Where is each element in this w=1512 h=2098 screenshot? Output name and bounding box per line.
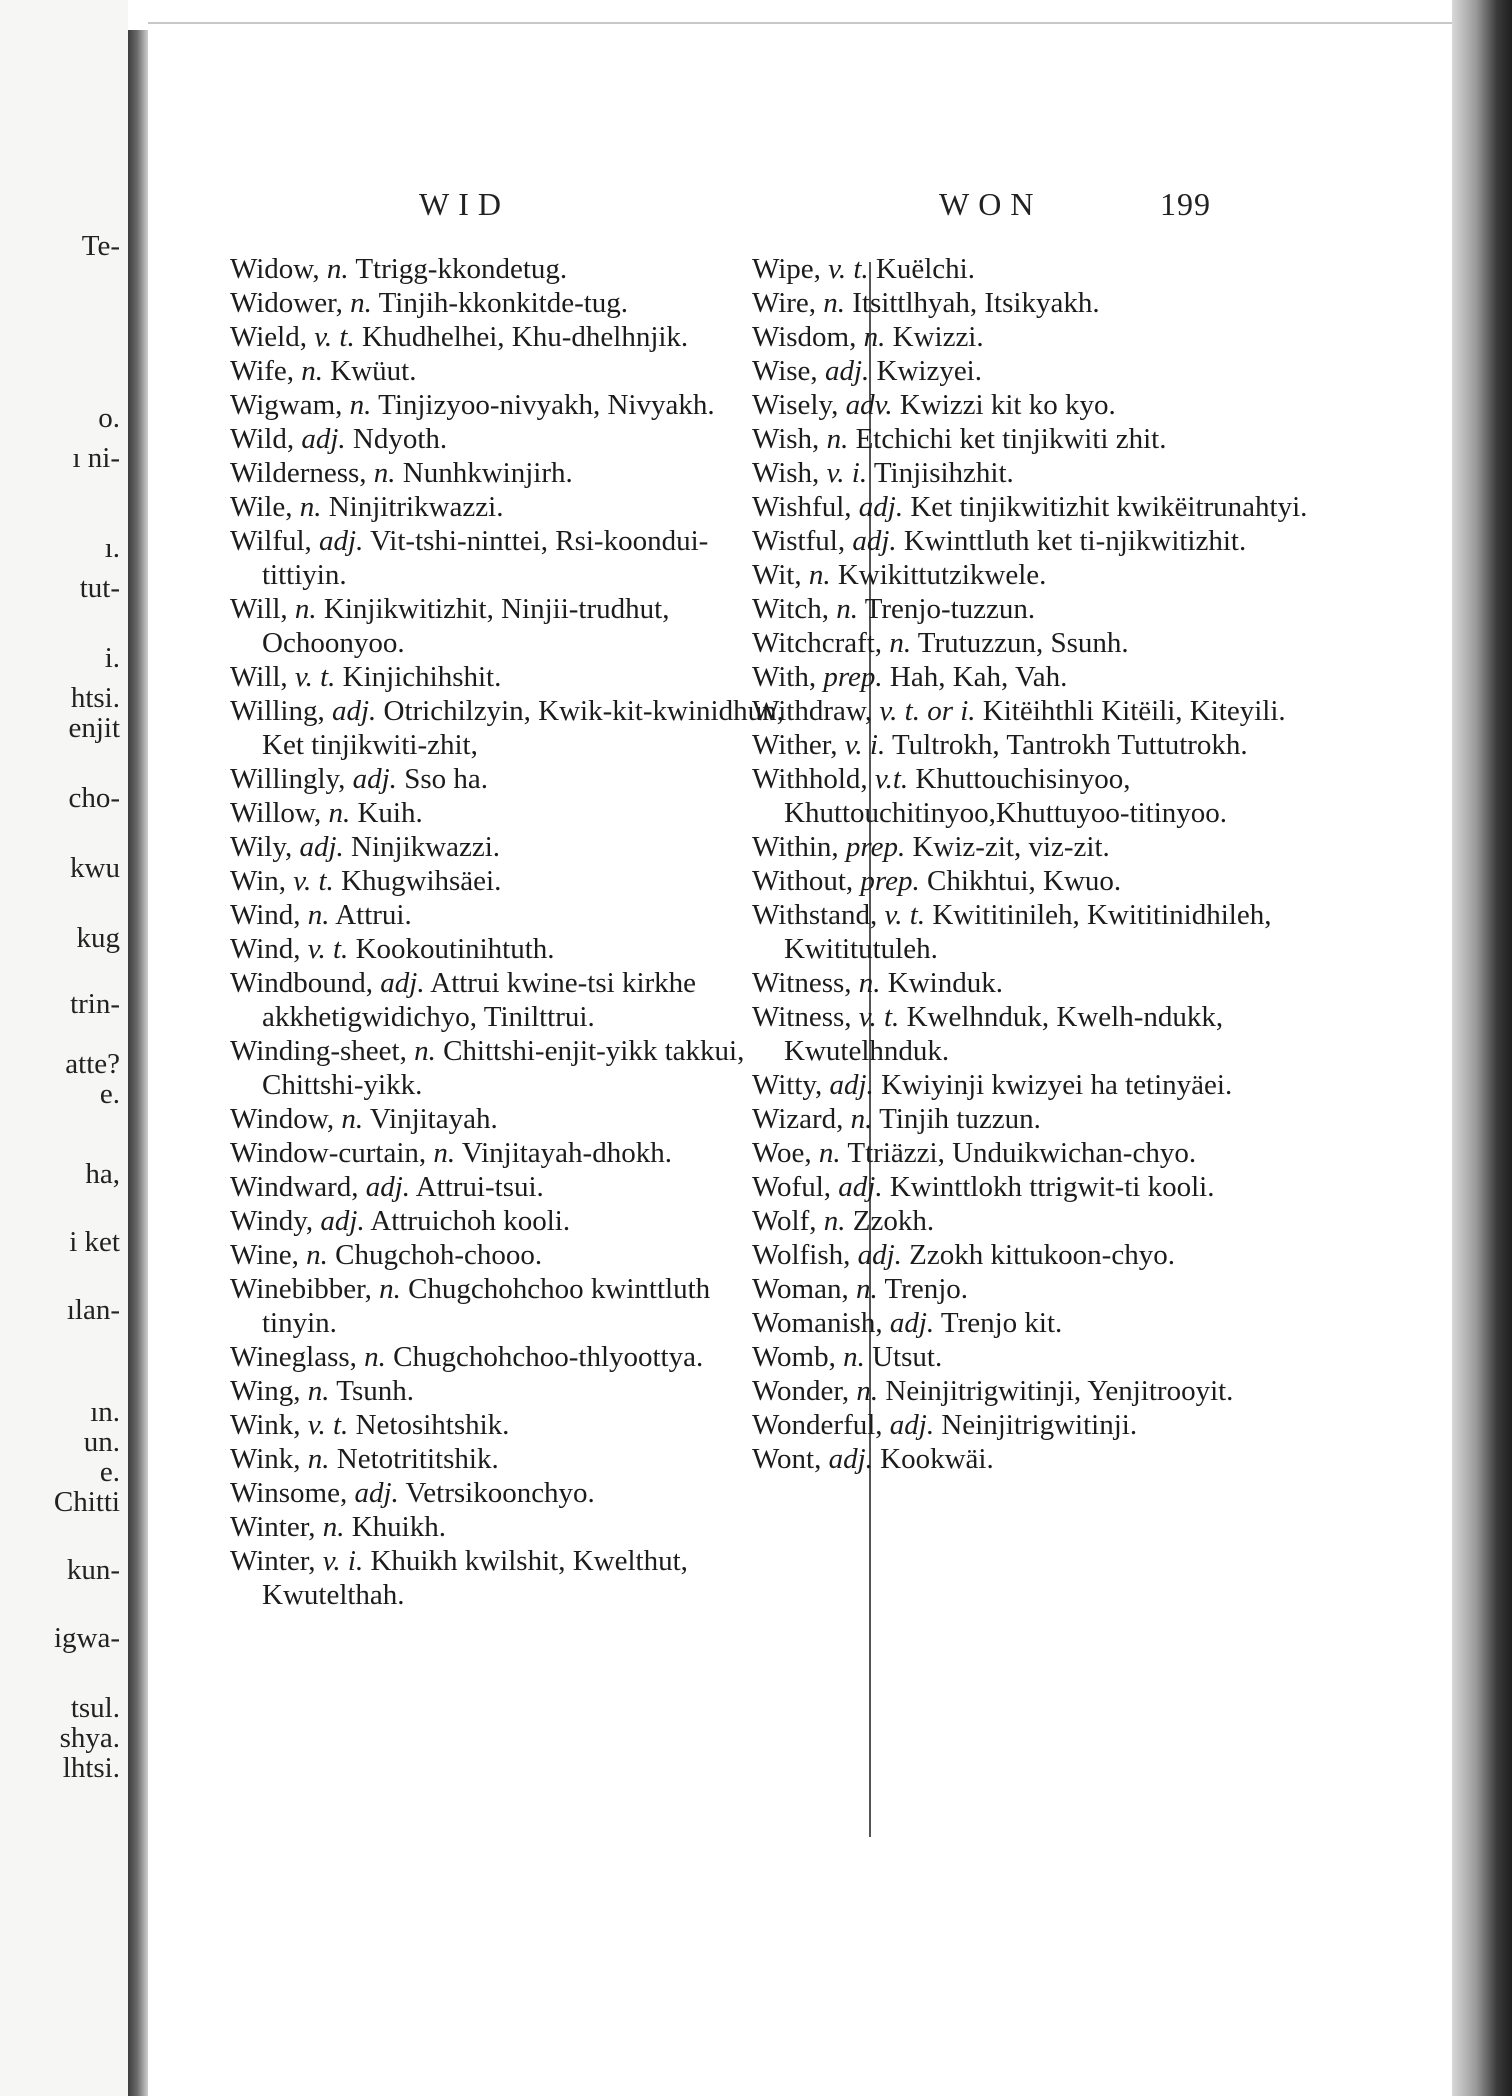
dictionary-entry xyxy=(752,728,1362,762)
previous-page-text-fragment: i ket xyxy=(69,1226,120,1258)
dictionary-entry xyxy=(752,1408,1362,1442)
entry-definition: Tinjih tuzzun. xyxy=(879,1103,1041,1135)
entry-definition: Kwinttlokh ttrigwit-ti kooli. xyxy=(889,1171,1215,1203)
entry-definition: Khugwihsäei. xyxy=(341,865,502,897)
entry-headword: Wish, xyxy=(752,423,820,455)
dictionary-entry xyxy=(230,1136,790,1170)
entry-definition: Khuikh. xyxy=(351,1511,446,1543)
entry-definition: Khudhelhei, Khu-dhelhnjik. xyxy=(361,321,689,353)
previous-page-text-fragment: cho- xyxy=(68,782,120,814)
entry-part-of-speech: n. xyxy=(322,1511,345,1543)
entry-definition: Ttrigg-kkondetug. xyxy=(355,253,568,285)
entry-definition: Kwizyei. xyxy=(876,355,982,387)
entry-headword: Wind, xyxy=(230,933,301,965)
entry-definition: Kookwäi. xyxy=(880,1443,994,1475)
dictionary-entry xyxy=(230,592,790,660)
dictionary-entry xyxy=(752,1442,1362,1476)
entry-part-of-speech: n. xyxy=(307,1443,330,1475)
entry-headword: Wire, xyxy=(752,287,817,319)
entry-part-of-speech: v. i. xyxy=(826,457,868,489)
entry-headword: Wolfish, xyxy=(752,1239,851,1271)
entry-headword: Wistful, xyxy=(752,525,846,557)
entry-definition: Otrichilzyin, Kwik-kit-kwinidhun, Ket tinjikwiti-zhit, xyxy=(262,695,784,761)
entry-part-of-speech: adj. xyxy=(838,1171,883,1203)
entry-definition: Kwizzi. xyxy=(892,321,984,353)
entry-part-of-speech: n. xyxy=(836,593,858,625)
entry-part-of-speech: n. xyxy=(364,1341,386,1373)
dictionary-entry xyxy=(752,1102,1362,1136)
dictionary-entry xyxy=(752,422,1362,456)
entry-definition: Kwititinileh, Kwititinidhileh, Kwititutuleh. xyxy=(784,899,1272,965)
entry-part-of-speech: v. t. xyxy=(293,865,334,897)
entry-definition: Kinjichihshit. xyxy=(342,661,502,693)
entry-part-of-speech: n. xyxy=(850,1103,873,1135)
page-number: 199 xyxy=(1160,186,1211,222)
entry-part-of-speech: v. t. xyxy=(828,253,869,285)
previous-page-text-fragment: tut- xyxy=(79,572,120,604)
entry-headword: Without, xyxy=(752,865,854,897)
dictionary-entry xyxy=(230,524,790,592)
dictionary-entry xyxy=(752,1340,1362,1374)
entry-headword: Will, xyxy=(230,593,288,625)
previous-page-text-fragment: enjit xyxy=(68,712,120,744)
entry-definition: Chugchohchoo-thlyoottya. xyxy=(393,1341,704,1373)
entry-headword: Withstand, xyxy=(752,899,878,931)
entry-definition: Attrui-tsui. xyxy=(415,1171,544,1203)
entry-part-of-speech: n. xyxy=(301,355,324,387)
entry-part-of-speech: n. xyxy=(414,1035,436,1067)
dictionary-entry xyxy=(230,1102,790,1136)
entry-headword: Wisdom, xyxy=(752,321,857,353)
entry-part-of-speech: v.t. xyxy=(874,763,909,795)
entry-definition: Nunhkwinjirh. xyxy=(402,457,573,489)
dictionary-entry xyxy=(752,252,1362,286)
dictionary-entry xyxy=(752,320,1362,354)
dictionary-entry xyxy=(230,1272,790,1340)
entry-definition: Kwikittutzikwele. xyxy=(837,559,1047,591)
entry-part-of-speech: adj. xyxy=(889,1409,935,1441)
previous-page-text-fragment: e. xyxy=(99,1456,120,1488)
entry-headword: Wind, xyxy=(230,899,301,931)
previous-page-text-fragment: trin- xyxy=(70,988,120,1020)
entry-part-of-speech: prep. xyxy=(860,865,920,897)
dictionary-entry xyxy=(230,422,790,456)
entry-headword: Wish, xyxy=(752,457,820,489)
entry-part-of-speech: n. xyxy=(379,1273,401,1305)
entry-definition: Kinjikwitizhit, Ninjii-trudhut, Ochoonyoo. xyxy=(262,593,670,659)
entry-part-of-speech: adj. xyxy=(852,525,897,557)
entry-part-of-speech: adj. xyxy=(365,1171,411,1203)
entry-definition: Kwizzi kit ko kyo. xyxy=(899,389,1116,421)
dictionary-page xyxy=(148,22,1452,2098)
entry-part-of-speech: v. i. xyxy=(844,729,886,761)
entry-headword: Willing, xyxy=(230,695,325,727)
entry-headword: Wield, xyxy=(230,321,307,353)
dictionary-entry xyxy=(230,830,790,864)
entry-headword: Winebibber, xyxy=(230,1273,372,1305)
entry-part-of-speech: n. xyxy=(294,593,317,625)
entry-headword: Wise, xyxy=(752,355,818,387)
entry-definition: Zzokh kittukoon-chyo. xyxy=(909,1239,1175,1271)
entry-headword: Withhold, xyxy=(752,763,868,795)
entry-headword: Wink, xyxy=(230,1443,301,1475)
entry-headword: Wilful, xyxy=(230,525,312,557)
entry-definition: Trenjo. xyxy=(884,1273,968,1305)
entry-headword: Wolf, xyxy=(752,1205,817,1237)
entry-part-of-speech: n. xyxy=(843,1341,865,1373)
previous-page-edge xyxy=(0,0,128,2096)
entry-definition: Chittshi-enjit-yikk takkui, Chittshi-yikk. xyxy=(262,1035,745,1101)
entry-definition: Trenjo-tuzzun. xyxy=(864,593,1036,625)
entry-definition: Chugchoh-chooo. xyxy=(335,1239,543,1271)
dictionary-entry xyxy=(230,1374,790,1408)
dictionary-entry xyxy=(752,592,1362,626)
entry-headword: Windy, xyxy=(230,1205,314,1237)
entry-part-of-speech: n. xyxy=(818,1137,841,1169)
previous-page-text-fragment: ılan- xyxy=(66,1294,120,1326)
entry-headword: Wine, xyxy=(230,1239,299,1271)
entry-definition: Trenjo kit. xyxy=(940,1307,1063,1339)
entry-headword: With, xyxy=(752,661,817,693)
entry-headword: Woful, xyxy=(752,1171,832,1203)
entry-headword: Will, xyxy=(230,661,288,693)
previous-page-text-fragment: i. xyxy=(104,642,120,674)
entry-definition: Kookoutinihtuth. xyxy=(355,933,555,965)
dictionary-entry xyxy=(230,388,790,422)
page-edge-shadow xyxy=(1452,0,1512,2096)
entry-definition: Tinjih-kkonkitde-tug. xyxy=(378,287,629,319)
entry-definition: Kwiyinji kwizyei ha tetinyäei. xyxy=(881,1069,1233,1101)
dictionary-entry xyxy=(230,252,790,286)
left-guide-word: WID xyxy=(419,186,510,222)
entry-headword: Wilderness, xyxy=(230,457,367,489)
entry-headword: Wigwam, xyxy=(230,389,343,421)
entry-definition: Vit-tshi-ninttei, Rsi-koondui-tittiyin. xyxy=(262,525,709,591)
entry-definition: Chikhtui, Kwuo. xyxy=(926,865,1122,897)
previous-page-text-fragment: ı. xyxy=(104,532,120,564)
entry-headword: Wile, xyxy=(230,491,293,523)
entry-definition: Ndyoth. xyxy=(352,423,448,455)
entry-headword: Within, xyxy=(752,831,839,863)
entry-definition: Tinjisihzhit. xyxy=(873,457,1014,489)
entry-definition: Ket tinjikwitizhit kwikëitrunahtyi. xyxy=(910,491,1308,523)
entry-headword: Womanish, xyxy=(752,1307,883,1339)
dictionary-entry xyxy=(230,1170,790,1204)
entry-definition: Chugchohchoo kwinttluth tinyin. xyxy=(262,1273,711,1339)
entry-headword: Womb, xyxy=(752,1341,836,1373)
dictionary-entry xyxy=(752,1238,1362,1272)
entry-part-of-speech: adj. xyxy=(889,1307,935,1339)
entry-definition: Ninjikwazzi. xyxy=(351,831,500,863)
dictionary-entry xyxy=(230,1544,790,1612)
entry-part-of-speech: n. xyxy=(307,1375,330,1407)
entry-headword: Woe, xyxy=(752,1137,812,1169)
book-gutter xyxy=(128,30,148,2096)
entry-part-of-speech: prep. xyxy=(845,831,906,863)
entry-part-of-speech: n. xyxy=(307,899,330,931)
dictionary-entry xyxy=(752,660,1362,694)
dictionary-entry xyxy=(752,1068,1362,1102)
entry-definition: Zzokh. xyxy=(852,1205,935,1237)
previous-page-text-fragment: Te- xyxy=(81,230,120,262)
previous-page-text-fragment: kun- xyxy=(66,1554,120,1586)
entry-part-of-speech: adj. xyxy=(299,831,344,863)
entry-part-of-speech: n. xyxy=(889,627,912,659)
previous-page-text-fragment: o. xyxy=(98,402,120,434)
entry-headword: Wily, xyxy=(230,831,293,863)
previous-page-text-fragment: ha, xyxy=(85,1158,120,1190)
left-column xyxy=(230,252,790,1612)
entry-part-of-speech: n. xyxy=(341,1103,364,1135)
entry-definition: Hah, Kah, Vah. xyxy=(889,661,1068,693)
entry-definition: Kwinttluth ket ti-njikwitizhit. xyxy=(903,525,1247,557)
dictionary-entry xyxy=(230,456,790,490)
dictionary-entry xyxy=(752,1000,1362,1068)
entry-part-of-speech: adj. xyxy=(857,1239,902,1271)
entry-part-of-speech: adj. xyxy=(319,525,364,557)
entry-part-of-speech: n. xyxy=(328,797,351,829)
entry-part-of-speech: adj. xyxy=(380,967,425,999)
entry-headword: Wont, xyxy=(752,1443,822,1475)
entry-headword: Willow, xyxy=(230,797,322,829)
dictionary-entry xyxy=(752,1272,1362,1306)
entry-headword: Wing, xyxy=(230,1375,301,1407)
dictionary-entry xyxy=(752,830,1362,864)
entry-definition: Kuëlchi. xyxy=(875,253,975,285)
dictionary-entry xyxy=(230,1408,790,1442)
dictionary-entry xyxy=(752,524,1362,558)
entry-headword: Wineglass, xyxy=(230,1341,357,1373)
entry-headword: Windbound, xyxy=(230,967,374,999)
entry-part-of-speech: n. xyxy=(349,389,372,421)
dictionary-entry xyxy=(230,354,790,388)
entry-part-of-speech: adj. xyxy=(354,1477,399,1509)
entry-part-of-speech: n. xyxy=(433,1137,456,1169)
entry-headword: Wither, xyxy=(752,729,838,761)
entry-definition: Attruichoh kooli. xyxy=(370,1205,571,1237)
entry-headword: Witness, xyxy=(752,1001,852,1033)
dictionary-entry xyxy=(230,660,790,694)
entry-definition: Ninjitrikwazzi. xyxy=(328,491,504,523)
entry-headword: Widower, xyxy=(230,287,343,319)
dictionary-entry xyxy=(230,864,790,898)
entry-definition: Kwelhnduk, Kwelh-ndukk, Kwutelhnduk. xyxy=(784,1001,1224,1067)
dictionary-entry xyxy=(752,1136,1362,1170)
previous-page-text-fragment: lhtsi. xyxy=(62,1752,120,1784)
entry-headword: Win, xyxy=(230,865,287,897)
entry-headword: Witness, xyxy=(752,967,852,999)
dictionary-entry xyxy=(752,898,1362,966)
entry-headword: Wipe, xyxy=(752,253,821,285)
dictionary-entry xyxy=(752,558,1362,592)
entry-part-of-speech: n. xyxy=(826,423,849,455)
entry-part-of-speech: n. xyxy=(855,1273,878,1305)
entry-headword: Wonder, xyxy=(752,1375,850,1407)
entry-part-of-speech: n. xyxy=(373,457,396,489)
dictionary-entry xyxy=(230,796,790,830)
entry-definition: Netosihtshik. xyxy=(355,1409,510,1441)
entry-definition: Neinjitrigwitinji, Yenjitrooyit. xyxy=(885,1375,1234,1407)
entry-definition: Khuikh kwilshit, Kwelthut, Kwutelthah. xyxy=(262,1545,688,1611)
dictionary-entry xyxy=(230,1510,790,1544)
previous-page-text-fragment: e. xyxy=(99,1078,120,1110)
dictionary-entry xyxy=(752,1374,1362,1408)
entry-definition: Tinjizyoo-nivyakh, Nivyakh. xyxy=(378,389,715,421)
entry-headword: Woman, xyxy=(752,1273,849,1305)
entry-definition: Ttriäzzi, Unduikwichan-chyo. xyxy=(847,1137,1197,1169)
entry-part-of-speech: n. xyxy=(808,559,831,591)
entry-headword: Wink, xyxy=(230,1409,301,1441)
entry-headword: Winding-sheet, xyxy=(230,1035,407,1067)
entry-headword: Wonderful, xyxy=(752,1409,883,1441)
dictionary-entry xyxy=(752,286,1362,320)
entry-part-of-speech: n. xyxy=(306,1239,328,1271)
entry-headword: Widow, xyxy=(230,253,320,285)
entry-headword: Wishful, xyxy=(752,491,852,523)
entry-definition: Vetrsikoonchyo. xyxy=(405,1477,595,1509)
right-guide-word: WON xyxy=(939,186,1043,222)
entry-headword: Withdraw, xyxy=(752,695,873,727)
entry-headword: Window, xyxy=(230,1103,335,1135)
previous-page-text-fragment: ı ni- xyxy=(72,442,120,474)
entry-headword: Witty, xyxy=(752,1069,823,1101)
dictionary-entry xyxy=(752,1170,1362,1204)
previous-page-text-fragment: kwu xyxy=(70,852,120,884)
entry-headword: Windward, xyxy=(230,1171,359,1203)
previous-page-text-fragment: tsul. xyxy=(70,1692,120,1724)
entry-part-of-speech: adj. xyxy=(331,695,377,727)
entry-headword: Wife, xyxy=(230,355,295,387)
entry-part-of-speech: v. t. xyxy=(314,321,355,353)
dictionary-entry xyxy=(230,932,790,966)
entry-definition: Kuih. xyxy=(357,797,423,829)
dictionary-entry xyxy=(230,1238,790,1272)
dictionary-entry xyxy=(230,1204,790,1238)
entry-part-of-speech: adj. xyxy=(828,1443,873,1475)
entry-definition: Attrui kwine-tsi kirkhe akkhetigwidichyo, Tinilttrui. xyxy=(262,967,697,1033)
previous-page-text-fragment: kug xyxy=(76,922,120,954)
entry-part-of-speech: adj. xyxy=(824,355,870,387)
previous-page-text-fragment: ın. xyxy=(90,1396,120,1428)
entry-part-of-speech: adv. xyxy=(845,389,893,421)
dictionary-entry xyxy=(230,1340,790,1374)
dictionary-entry xyxy=(752,1204,1362,1238)
dictionary-entry xyxy=(230,286,790,320)
entry-part-of-speech: adj. xyxy=(829,1069,874,1101)
entry-definition: Neinjitrigwitinji. xyxy=(941,1409,1138,1441)
entry-definition: Kwiz-zit, viz-zit. xyxy=(912,831,1110,863)
entry-part-of-speech: n. xyxy=(823,287,846,319)
entry-part-of-speech: prep. xyxy=(823,661,883,693)
dictionary-entry xyxy=(752,388,1362,422)
entry-part-of-speech: n. xyxy=(856,1375,879,1407)
entry-definition: Kwüut. xyxy=(330,355,417,387)
entry-headword: Wit, xyxy=(752,559,802,591)
dictionary-entry xyxy=(752,1306,1362,1340)
entry-definition: Kwinduk. xyxy=(887,967,1003,999)
dictionary-entry xyxy=(752,864,1362,898)
entry-part-of-speech: n. xyxy=(350,287,372,319)
previous-page-text-fragment: Chitti xyxy=(53,1486,120,1518)
dictionary-entry xyxy=(752,354,1362,388)
dictionary-entry xyxy=(752,456,1362,490)
dictionary-entry xyxy=(752,966,1362,1000)
dictionary-entry xyxy=(230,320,790,354)
entry-part-of-speech: v. t. or i. xyxy=(879,695,976,727)
entry-headword: Winter, xyxy=(230,1545,316,1577)
entry-definition: Vinjitayah-dhokh. xyxy=(461,1137,672,1169)
entry-part-of-speech: n. xyxy=(823,1205,846,1237)
dictionary-entry xyxy=(230,1442,790,1476)
entry-definition: Netotrititshik. xyxy=(336,1443,499,1475)
entry-part-of-speech: n. xyxy=(299,491,322,523)
entry-headword: Wild, xyxy=(230,423,295,455)
entry-part-of-speech: adj. xyxy=(301,423,346,455)
entry-definition: Tultrokh, Tantrokh Tuttutrokh. xyxy=(891,729,1248,761)
dictionary-entry xyxy=(752,694,1362,728)
entry-part-of-speech: v. t. xyxy=(307,933,349,965)
entry-definition: Etchichi ket tinjikwiti zhit. xyxy=(855,423,1167,455)
entry-part-of-speech: v. t. xyxy=(858,1001,900,1033)
entry-part-of-speech: adj. xyxy=(858,491,904,523)
entry-part-of-speech: adj. xyxy=(320,1205,365,1237)
dictionary-entry xyxy=(230,1476,790,1510)
entry-part-of-speech: v. t. xyxy=(307,1409,349,1441)
entry-headword: Window-curtain, xyxy=(230,1137,427,1169)
entry-headword: Wisely, xyxy=(752,389,839,421)
entry-headword: Witch, xyxy=(752,593,829,625)
dictionary-entry xyxy=(752,490,1362,524)
entry-part-of-speech: v. t. xyxy=(294,661,336,693)
entry-definition: Utsut. xyxy=(872,1341,943,1373)
dictionary-entry xyxy=(230,490,790,524)
previous-page-text-fragment: atte? xyxy=(65,1048,120,1080)
entry-part-of-speech: n. xyxy=(863,321,886,353)
entry-definition: Itsittlhyah, Itsikyakh. xyxy=(852,287,1100,319)
dictionary-entry xyxy=(230,966,790,1034)
entry-headword: Willingly, xyxy=(230,763,346,795)
entry-part-of-speech: adj. xyxy=(352,763,397,795)
dictionary-entry xyxy=(752,762,1362,830)
entry-definition: Tsunh. xyxy=(336,1375,414,1407)
entry-part-of-speech: v. i. xyxy=(322,1545,364,1577)
dictionary-entry xyxy=(230,694,790,762)
previous-page-text-fragment: igwa- xyxy=(53,1622,120,1654)
dictionary-entry xyxy=(752,626,1362,660)
right-column xyxy=(752,252,1362,1476)
entry-headword: Winter, xyxy=(230,1511,316,1543)
previous-page-text-fragment: shya. xyxy=(59,1722,120,1754)
entry-definition: Kitëihthli Kitëili, Kiteyili. xyxy=(982,695,1286,727)
dictionary-entry xyxy=(230,1034,790,1102)
dictionary-entry xyxy=(230,898,790,932)
entry-definition: Sso ha. xyxy=(404,763,488,795)
entry-part-of-speech: n. xyxy=(858,967,881,999)
entry-headword: Wizard, xyxy=(752,1103,844,1135)
entry-definition: Vinjitayah. xyxy=(369,1103,498,1135)
entry-headword: Witchcraft, xyxy=(752,627,883,659)
entry-definition: Trutuzzun, Ssunh. xyxy=(917,627,1129,659)
entry-definition: Khuttouchisinyoo, Khuttouchitinyoo,Khuttuyoo-titinyoo. xyxy=(784,763,1228,829)
entry-part-of-speech: v. t. xyxy=(884,899,926,931)
previous-page-text-fragment: un. xyxy=(83,1426,120,1458)
previous-page-text-fragment: htsi. xyxy=(70,682,120,714)
entry-headword: Winsome, xyxy=(230,1477,348,1509)
entry-part-of-speech: n. xyxy=(326,253,349,285)
dictionary-entry xyxy=(230,762,790,796)
entry-definition: Attrui. xyxy=(335,899,412,931)
